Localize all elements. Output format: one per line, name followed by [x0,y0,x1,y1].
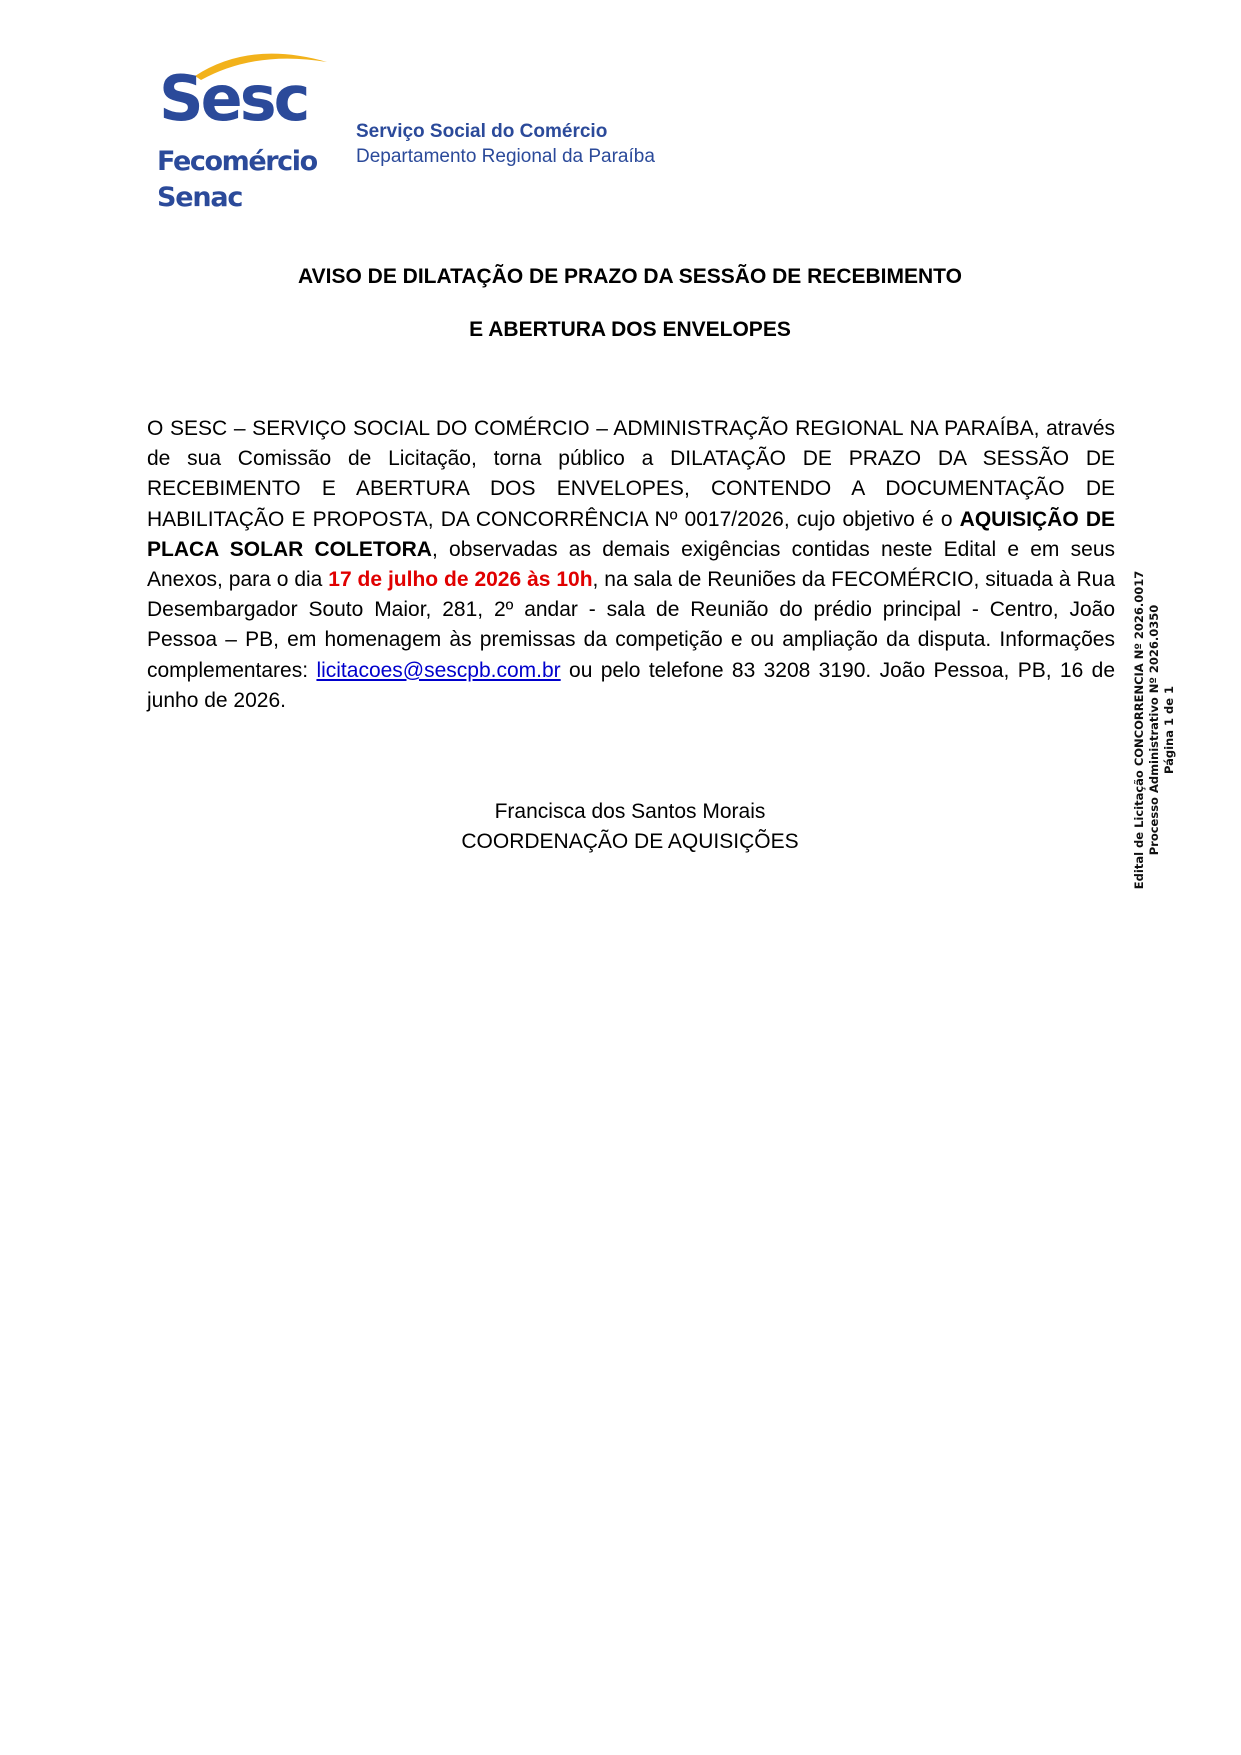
notice-object: AQUISIÇÃO DE PLACA SOLAR COLETORA [147,507,1116,561]
stamp-process-line: Processo Administrativo Nº 2026.0350 [1147,604,1161,856]
organization-header [356,119,655,169]
signatory-role: COORDENAÇÃO DE AQUISIÇÕES [461,830,799,853]
logo-sesc-wordmark: Sesc [159,62,308,135]
notice-body [147,414,1115,716]
stamp-edital-line: Edital de Licitação CONCORRENCIA Nº 2026.0017 [1132,570,1146,890]
notice-body-part-3: , na sala de Reuniões da FECOMÉRCIO, situada à Rua Desembargador Souto Maior, 281, 2º andar - sala de Reunião do prédio principal - Centro, João Pessoa – PB, em homenagem às premissas da competição e ou ampliação da disputa. Informações complementares: [147,568,1115,682]
logo-fecomercio-wordmark: Fecomércio [157,146,317,177]
stamp-page-line: Página 1 de 1 [1162,685,1176,775]
sesc-fecomercio-senac-logo [155,46,335,216]
organization-name: Serviço Social do Comércio [356,121,608,142]
organization-department: Departamento Regional da Paraíba [356,146,655,167]
contact-email-link[interactable]: licitacoes@sescpb.com.br [316,658,561,682]
signatory-name: Francisca dos Santos Morais [494,800,766,823]
notice-body-part-1: O SESC – SERVIÇO SOCIAL DO COMÉRCIO – ADMINISTRAÇÃO REGIONAL NA PARAÍBA, através de sua Comissão de Licitação, torna público a DILATAÇÃO DE PRAZO DA SESSÃO DE RECEBIMENTO E ABERTURA DOS ENVELOPES, CONTENDO A DOCUMENTAÇÃO DE HABILITAÇÃO E PROPOSTA, DA CONCORRÊNCIA Nº 0017/2026, cujo objetivo é o [147,417,1115,531]
document-title-line-1: AVISO DE DILATAÇÃO DE PRAZO DA SESSÃO DE RECEBIMENTO [298,265,962,288]
notice-body-part-2: , observadas as demais exigências contidas neste Edital e em seus Anexos, para o dia [147,537,1115,592]
session-date-highlight: 17 de julho de 2026 às 10h [328,568,593,592]
logo-senac-wordmark: Senac [157,182,243,213]
side-document-stamp [1132,570,1177,890]
notice-body-part-4: ou pelo telefone 83 3208 3190. João Pessoa, PB, 16 de junho de 2026. [147,658,1115,712]
document-title-line-2: E ABERTURA DOS ENVELOPES [469,318,791,341]
